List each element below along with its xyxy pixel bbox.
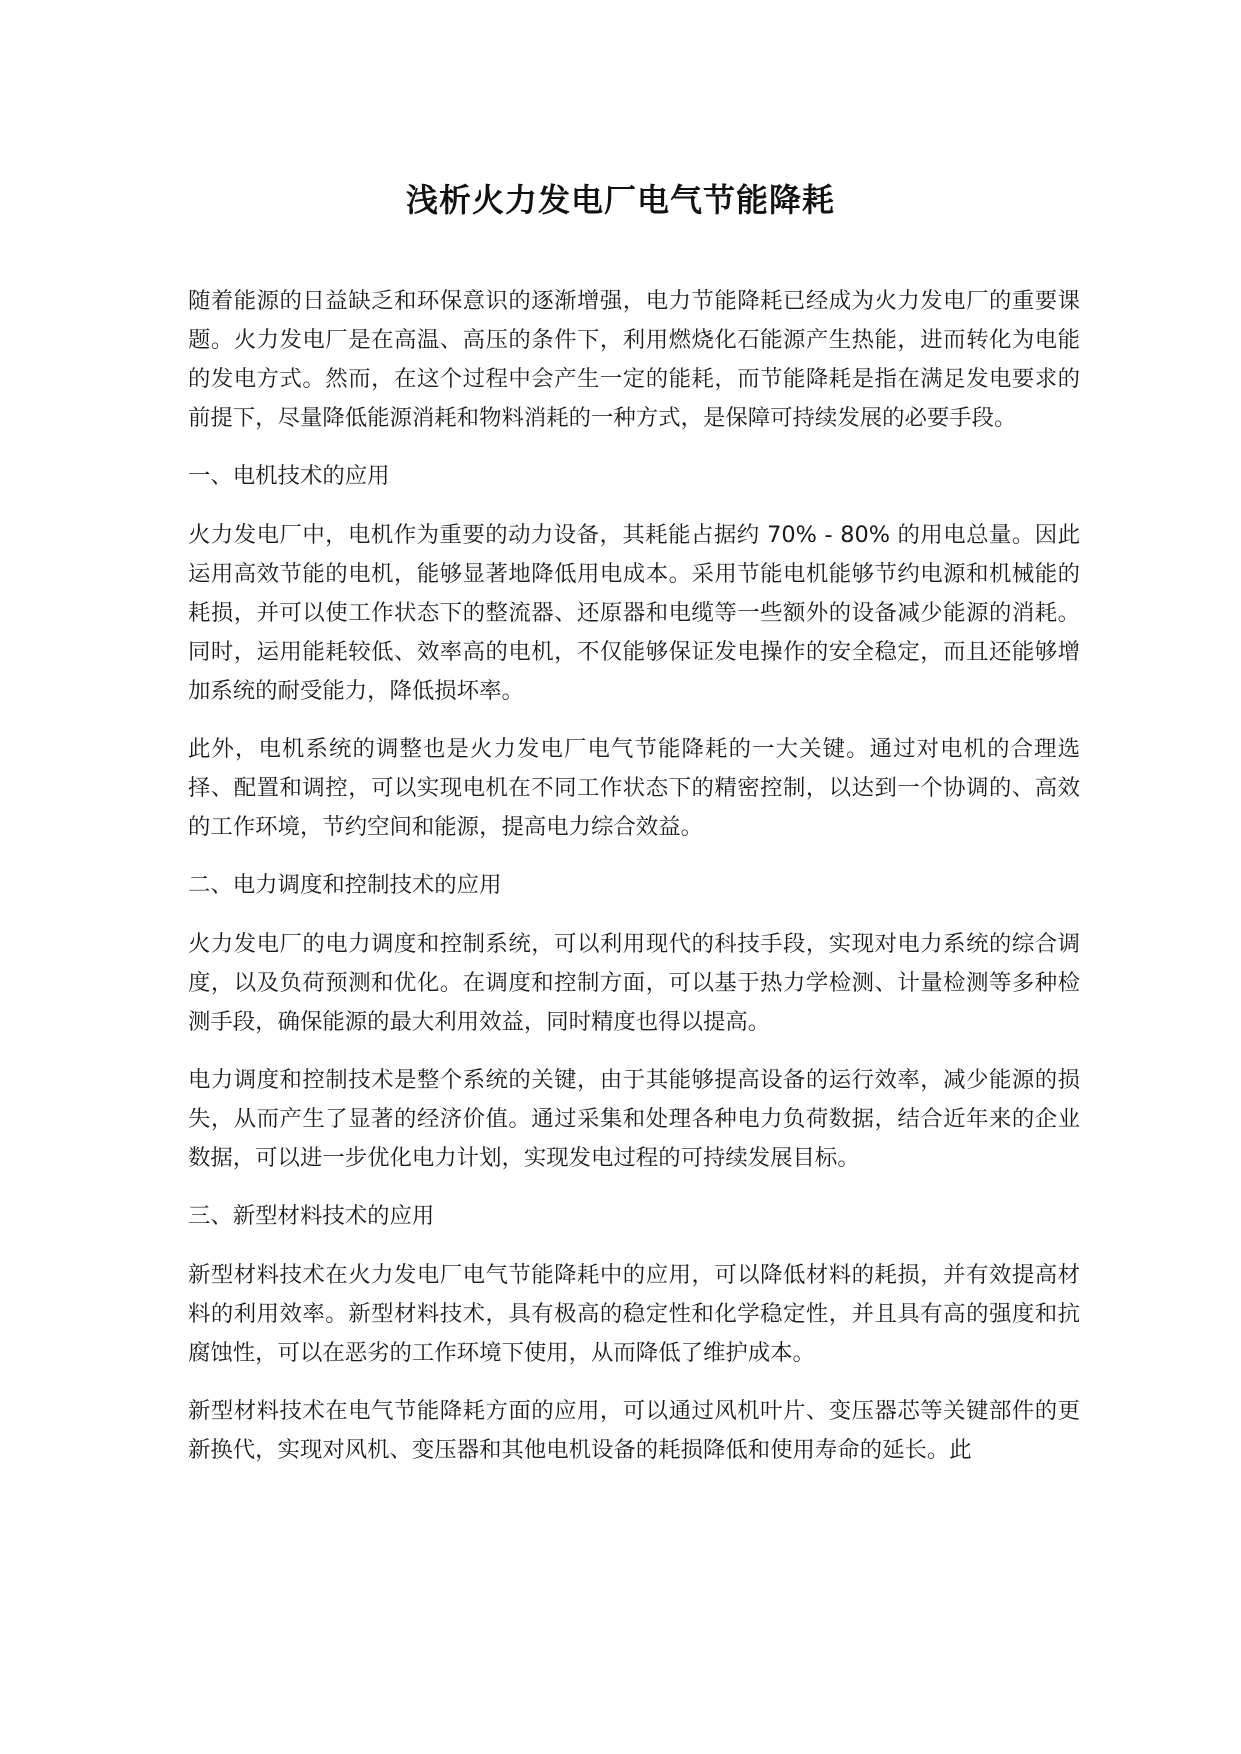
paragraph-materials-2: 新型材料技术在电气节能降耗方面的应用，可以通过风机叶片、变压器芯等关键部件的更新换代，实现对风机、变压器和其他电机设备的耗损降低和使用寿命的延长。此	[188, 1398, 1080, 1463]
section-heading-motor: 一、电机技术的应用	[188, 463, 390, 489]
paragraph-dispatch-1: 火力发电厂的电力调度和控制系统，可以利用现代的科技手段，实现对电力系统的综合调度，以及负荷预测和优化。在调度和控制方面，可以基于热力学检测、计量检测等多种检测手段，确保能源的最大利用效益，同时精度也得以提高。	[188, 931, 1080, 1035]
paragraph-intro: 随着能源的日益缺乏和环保意识的逐渐增强，电力节能降耗已经成为火力发电厂的重要课题。火力发电厂是在高温、高压的条件下，利用燃烧化石能源产生热能，进而转化为电能的发电方式。然而，在这个过程中会产生一定的能耗，而节能降耗是指在满足发电要求的前提下，尽量降低能源消耗和物料消耗的一种方式，是保障可持续发展的必要手段。	[188, 288, 1080, 431]
document-body	[188, 282, 1080, 1489]
paragraph-motor-1: 火力发电厂中，电机作为重要的动力设备，其耗能占据约 70% - 80% 的用电总量。因此运用高效节能的电机，能够显著地降低用电成本。采用节能电机能够节约电源和机械能的耗损，并可以使工作状态下的整流器、还原器和电缆等一些额外的设备减少能源的消耗。同时，运用能耗较低、效率高的电机，不仅能够保证发电操作的安全稳定，而且还能够增加系统的耐受能力，降低损坏率。	[188, 522, 1080, 704]
section-heading-dispatch: 二、电力调度和控制技术的应用	[188, 872, 502, 898]
paragraph-motor-2: 此外，电机系统的调整也是火力发电厂电气节能降耗的一大关键。通过对电机的合理选择、配置和调控，可以实现电机在不同工作状态下的精密控制，以达到一个协调的、高效的工作环境，节约空间和能源，提高电力综合效益。	[188, 736, 1080, 840]
paragraph-materials-1: 新型材料技术在火力发电厂电气节能降耗中的应用，可以降低材料的耗损，并有效提高材料的利用效率。新型材料技术，具有极高的稳定性和化学稳定性，并且具有高的强度和抗腐蚀性，可以在恶劣的工作环境下使用，从而降低了维护成本。	[188, 1262, 1080, 1366]
paragraph-dispatch-2: 电力调度和控制技术是整个系统的关键，由于其能够提高设备的运行效率，减少能源的损失，从而产生了显著的经济价值。通过采集和处理各种电力负荷数据，结合近年来的企业数据，可以进一步优化电力计划，实现发电过程的可持续发展目标。	[188, 1067, 1080, 1171]
section-heading-materials: 三、新型材料技术的应用	[188, 1203, 435, 1229]
document-title: 浅析火力发电厂电气节能降耗	[405, 181, 835, 219]
